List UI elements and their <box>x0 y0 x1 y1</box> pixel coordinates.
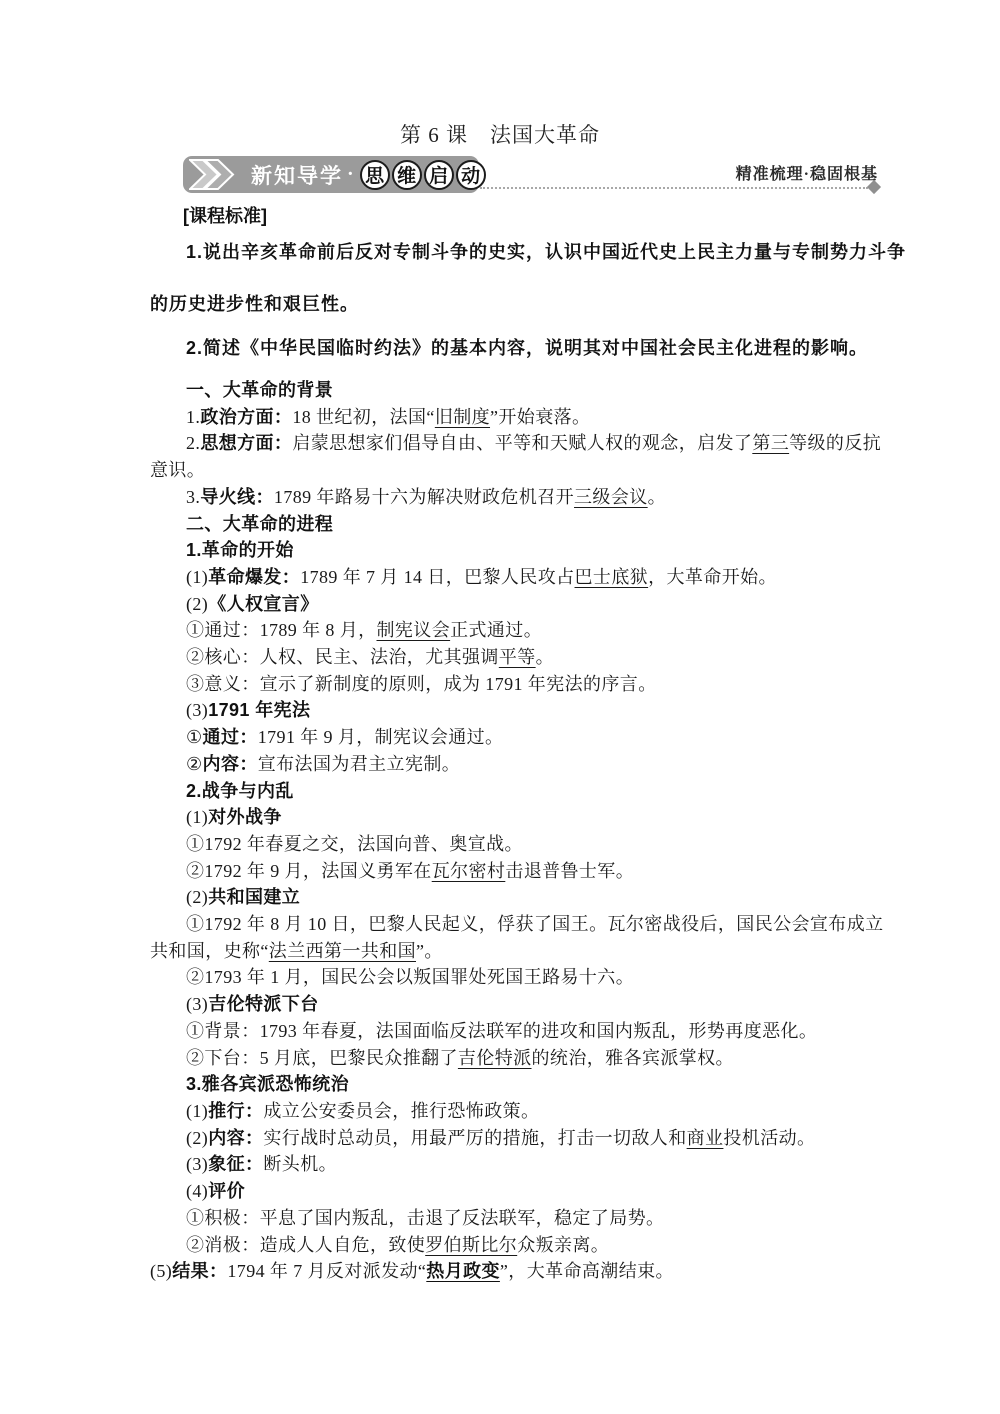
course-standard-line: 2.简述《中华民国临时约法》的基本内容，说明其对中国社会民主化进程的影响。 <box>186 338 869 358</box>
text-segment: ① <box>186 727 203 748</box>
text-segment: 投机活动。 <box>723 1127 816 1148</box>
text-segment: ①背景：1793 年春夏，法国面临反法联军的进攻和国内叛乱，形势再度恶化。 <box>186 1020 818 1041</box>
page-title: 第 6 课 法国大革命 <box>400 123 600 147</box>
text-segment: 1791 年宪法 <box>208 700 311 721</box>
text-segment: (1) <box>186 1100 209 1121</box>
text-segment: 思想方面： <box>200 433 293 454</box>
banner-circle-char: 启 <box>424 160 454 190</box>
banner-circle-char: 思 <box>360 160 390 190</box>
text-segment: (3) <box>186 994 209 1015</box>
text-segment: 1789 年 7 月 14 日，巴黎人民攻占 <box>300 566 575 587</box>
text-segment: ②1793 年 1 月，国民公会以叛国罪处死国王路易十六。 <box>186 967 635 988</box>
banner-circle-char: 维 <box>392 160 422 190</box>
text-segment: 共和国建立 <box>208 887 301 908</box>
text-segment: 瓦尔密村 <box>431 860 506 881</box>
content-line <box>150 671 895 698</box>
text-segment: 的统治，雅各宾派掌权。 <box>531 1047 734 1068</box>
text-segment: 2. <box>186 433 201 454</box>
text-segment: ②下台：5 月底，巴黎民众推翻了 <box>186 1047 458 1068</box>
text-segment: 内容： <box>208 1127 264 1148</box>
content-line <box>150 537 895 564</box>
text-segment: 3.雅各宾派恐怖统治 <box>186 1074 350 1095</box>
content-line <box>150 804 895 831</box>
content-line <box>150 404 895 431</box>
text-segment: 共和国，史称“ <box>150 940 269 961</box>
text-segment: 吉伦特派下台 <box>208 994 319 1015</box>
content-line <box>150 991 895 1018</box>
text-segment: ②核心：人权、民主、法治，尤其强调 <box>186 647 499 668</box>
content-line <box>150 1232 895 1259</box>
section-banner <box>183 156 479 193</box>
content-line <box>150 591 895 618</box>
banner-title: 新知导学 <box>251 164 343 188</box>
text-segment: 推行： <box>208 1100 264 1121</box>
content-line <box>150 1018 895 1045</box>
text-segment: 罗伯斯比尔 <box>425 1234 518 1255</box>
text-segment: ”。 <box>416 940 443 961</box>
text-segment: ①1792 年春夏之交，法国向普、奥宣战。 <box>186 833 523 854</box>
text-segment: 。 <box>647 486 667 507</box>
content-line <box>150 1205 895 1232</box>
text-segment: 旧制度 <box>434 406 491 427</box>
text-segment: 2.战争与内乱 <box>186 780 294 801</box>
text-segment: (2) <box>186 1127 209 1148</box>
text-segment: 正式通过。 <box>450 620 543 641</box>
text-segment: 巴士底狱 <box>574 566 649 587</box>
text-segment: 意识。 <box>150 460 206 481</box>
content-line <box>150 430 895 457</box>
text-segment: 众叛亲离。 <box>517 1234 610 1255</box>
content-line <box>150 778 895 805</box>
content-line <box>150 457 895 484</box>
text-segment: 启蒙思想家们倡导自由、平等和天赋人权的观念，启发了 <box>292 433 753 454</box>
content-line <box>150 751 895 778</box>
content-line <box>150 1151 895 1178</box>
course-standard-label: [课程标准] <box>183 206 267 226</box>
text-segment: 热月政变 <box>426 1261 500 1282</box>
text-segment: 革命爆发： <box>208 566 301 587</box>
text-segment: (3) <box>186 700 209 721</box>
content-line <box>150 964 895 991</box>
text-segment: 吉伦特派 <box>457 1047 532 1068</box>
text-segment: 。 <box>535 647 555 668</box>
content-line <box>150 831 895 858</box>
content-line <box>150 938 895 965</box>
content-line <box>150 911 895 938</box>
content-line <box>150 1071 895 1098</box>
text-segment: (1) <box>186 566 209 587</box>
content-line <box>150 1098 895 1125</box>
text-segment: 结果： <box>172 1261 228 1282</box>
text-segment: 等级的反抗 <box>789 433 882 454</box>
text-segment: 成立公安委员会，推行恐怖政策。 <box>263 1100 540 1121</box>
text-segment: 宣布法国为君主立宪制。 <box>257 753 461 774</box>
text-segment: ，大革命开始。 <box>648 566 777 587</box>
text-segment: 通过： <box>202 727 258 748</box>
text-segment: 对外战争 <box>208 807 282 828</box>
text-segment: ”开始衰落。 <box>490 406 591 427</box>
content-line <box>150 1178 895 1205</box>
content-line <box>150 377 895 404</box>
banner-circles <box>358 160 486 190</box>
text-segment: 1. <box>186 406 201 427</box>
course-standard-lines <box>150 240 907 388</box>
text-segment: ②消极：造成人人自危，致使 <box>186 1234 426 1255</box>
text-segment: (2) <box>186 887 209 908</box>
text-segment: 1789 年路易十六为解决财政危机召开 <box>273 486 575 507</box>
text-segment: (4) <box>186 1181 209 1202</box>
content-line <box>150 1125 895 1152</box>
text-segment: 18 世纪初，法国“ <box>292 406 435 427</box>
text-segment: 一、大革命的背景 <box>186 380 334 400</box>
content-line <box>150 724 895 751</box>
header-right-label: 精准梳理·稳固根基 <box>735 166 878 183</box>
text-segment: 断头机。 <box>263 1154 338 1175</box>
text-segment: 平等 <box>498 647 536 668</box>
text-segment: ③意义：宣示了新制度的原则，成为 1791 年宪法的序言。 <box>186 673 657 694</box>
text-segment: (2) <box>186 593 209 614</box>
text-segment: ①通过：1789 年 8 月， <box>186 620 377 641</box>
text-segment: (1) <box>186 807 209 828</box>
text-segment: 二、大革命的进程 <box>186 513 334 534</box>
text-segment: 评价 <box>208 1181 246 1202</box>
banner-circle-char: 动 <box>456 160 486 190</box>
text-segment: 象征： <box>208 1154 264 1175</box>
text-segment: ”，大革命高潮结束。 <box>499 1261 674 1282</box>
text-segment: ②1792 年 9 月，法国义勇军在 <box>186 860 432 881</box>
content-lines <box>150 377 895 1285</box>
content-line <box>150 564 895 591</box>
double-chevron-icon <box>189 159 243 190</box>
course-standard-line: 的历史进步性和艰巨性。 <box>150 294 359 314</box>
text-segment: (5) <box>150 1261 173 1282</box>
text-segment: 内容： <box>202 753 258 774</box>
text-segment: 三级会议 <box>574 486 648 507</box>
content-line <box>150 1045 895 1072</box>
content-line <box>150 617 895 644</box>
text-segment: 政治方面： <box>200 406 293 427</box>
content-line <box>150 1258 895 1285</box>
text-segment: 第三 <box>752 433 790 454</box>
content-line <box>150 884 895 911</box>
text-segment: 3. <box>186 486 201 507</box>
content-line <box>150 644 895 671</box>
content-line <box>150 511 895 538</box>
text-segment: 法兰西第一共和国 <box>268 940 416 961</box>
banner-separator: · <box>347 163 354 185</box>
content-line <box>150 484 895 511</box>
text-segment: 导火线： <box>200 486 274 507</box>
text-segment: ② <box>186 753 203 774</box>
course-standard-line: 1.说出辛亥革命前后反对专制斗争的史实，认识中国近代史上民主力量与专制势力斗争 <box>186 242 907 262</box>
text-segment: 商业 <box>686 1127 724 1148</box>
text-segment: 制宪议会 <box>376 620 451 641</box>
text-segment: (3) <box>186 1154 209 1175</box>
content-line <box>150 858 895 885</box>
text-segment: ①1792 年 8 月 10 日，巴黎人民起义，俘获了国王。瓦尔密战役后，国民公会宣布成立 <box>186 914 884 935</box>
text-segment: 《人权宣言》 <box>208 593 319 614</box>
text-segment: ①积极：平息了国内叛乱，击退了反法联军，稳定了局势。 <box>186 1207 665 1228</box>
text-segment: 1794 年 7 月反对派发动“ <box>227 1261 427 1282</box>
text-segment: 实行战时总动员，用最严厉的措施，打击一切敌人和 <box>263 1127 687 1148</box>
text-segment: 1.革命的开始 <box>186 540 294 561</box>
content-line <box>150 697 895 724</box>
text-segment: 1791 年 9 月，制宪议会通过。 <box>257 727 504 748</box>
text-segment: 击退普鲁士军。 <box>505 860 635 881</box>
